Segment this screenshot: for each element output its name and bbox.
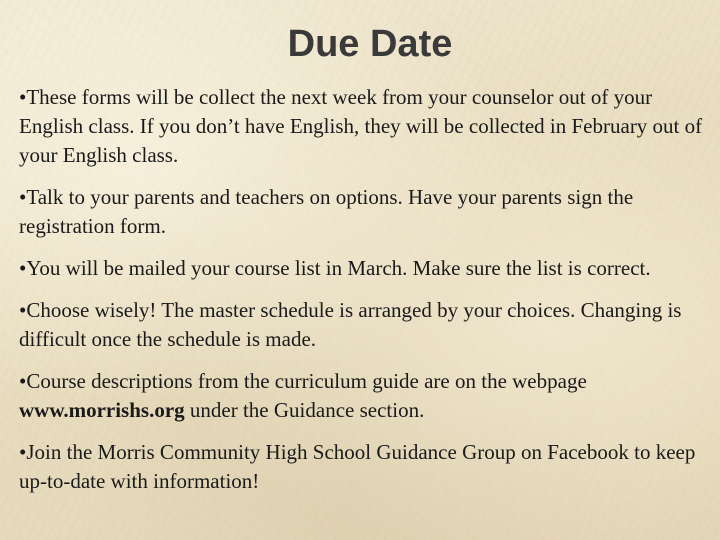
bullet-text: You will be mailed your course list in March. Make sure the list is correct. xyxy=(26,256,651,280)
bullet-text: Choose wisely! The master schedule is arranged by your choices. Changing is difficult once the schedule is made. xyxy=(19,298,682,351)
bullet-text: Talk to your parents and teachers on options. Have your parents sign the registration form. xyxy=(19,185,634,238)
bullet-text: under the Guidance section. xyxy=(184,398,425,422)
bullet-item xyxy=(19,367,709,425)
bullet-list xyxy=(19,83,709,509)
bullet-item xyxy=(19,83,709,170)
bullet-icon: • xyxy=(19,298,27,322)
bullet-item xyxy=(19,296,709,354)
guidance-webpage-link[interactable]: www.morrishs.org xyxy=(19,398,185,422)
slide-title: Due Date xyxy=(287,23,453,65)
bullet-icon: • xyxy=(19,85,27,109)
bullet-item xyxy=(19,183,709,241)
bullet-icon: • xyxy=(19,440,27,464)
bullet-icon: • xyxy=(19,256,27,280)
bullet-item xyxy=(19,254,709,283)
bullet-text: These forms will be collect the next week from your counselor out of your English class. If you don’t have English, they will be collected in February out of your English class. xyxy=(19,85,703,167)
bullet-item xyxy=(19,438,709,496)
bullet-text: Join the Morris Community High School Guidance Group on Facebook to keep up-to-date with information! xyxy=(19,440,696,493)
bullet-text: Course descriptions from the curriculum guide are on the webpage xyxy=(26,369,587,393)
bullet-icon: • xyxy=(19,185,27,209)
bullet-icon: • xyxy=(19,369,27,393)
